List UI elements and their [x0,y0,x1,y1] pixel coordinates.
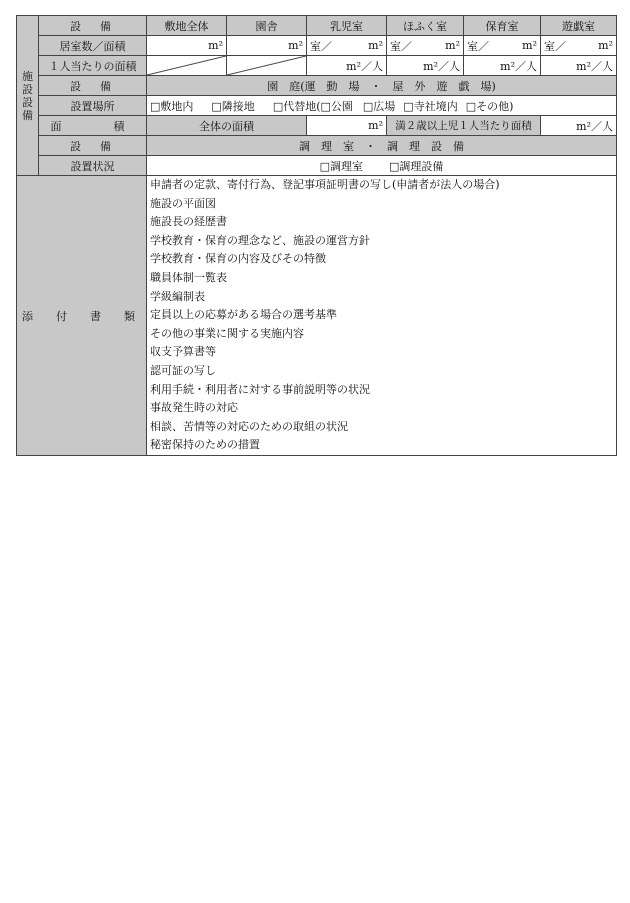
garden-area-label: 面 積 [39,116,147,136]
list-item: その他の事業に関する実施内容 [150,326,304,340]
diagonal-line-icon [147,56,226,75]
list-item: 学校教育・保育の理念など、施設の運営方針 [150,233,370,247]
playroom-per-person-field[interactable]: m²／人 [541,56,617,76]
building-per-person-disabled [227,56,307,76]
list-item: 学級編制表 [150,289,205,303]
garden-title: 園 庭(運 動 場 ・ 屋 外 遊 戯 場) [147,76,617,96]
checkbox-temple-grounds[interactable]: □寺社境内 [403,99,458,113]
attachments-list [147,176,617,456]
garden-equipment-label: 設 備 [39,76,147,96]
nursery-per-person-field[interactable]: m²／人 [464,56,541,76]
list-item: 利用手続・利用者に対する事前説明等の状況 [150,382,370,396]
crawling-per-person-field[interactable]: m²／人 [387,56,464,76]
nursery-room-count-area-field[interactable] [464,36,541,56]
kitchen-status-label: 設置状況 [39,156,147,176]
nursery-room-prefix: 室／ [467,39,489,53]
col-building-header: 園舎 [227,16,307,36]
equipment-header-row [17,16,617,36]
total-area-label: 全体の面積 [147,116,307,136]
list-item: 施設の平面図 [150,196,216,210]
building-area-unit: m² [288,39,303,52]
attachments-row [17,176,617,456]
list-item: 秘密保持のための措置 [150,438,260,452]
col-nursery-room-header: 保育室 [464,16,541,36]
checkbox-other[interactable]: □その他) [465,99,514,113]
crawling-room-unit: m² [445,39,460,52]
facility-side-label [17,16,39,176]
col-site-header: 敷地全体 [147,16,227,36]
checkbox-kitchen-room[interactable]: □調理室 [319,159,363,173]
list-item: 定員以上の応募がある場合の選考基準 [150,308,337,322]
garden-area-row [17,116,617,136]
building-area-field[interactable] [227,36,307,56]
col-playroom-header: 遊戯室 [541,16,617,36]
per-person-label: １人当たりの面積 [39,56,147,76]
garden-location-options [147,96,617,116]
list-item: 相談、苦情等の対応のための取組の状況 [150,419,348,433]
checkbox-on-site[interactable]: □敷地内 [150,99,194,113]
checkbox-adjacent[interactable]: □隣接地 [211,99,255,113]
infant-room-count-area-field[interactable] [307,36,387,56]
infant-room-prefix: 室／ [310,39,332,53]
kitchen-header-row [17,136,617,156]
kitchen-status-row [17,156,617,176]
list-item: 学校教育・保育の内容及びその特徴 [150,252,326,266]
list-item: 事故発生時の対応 [150,401,238,415]
list-item: 収支予算書等 [150,345,216,359]
total-area-field[interactable]: m² [307,116,387,136]
infant-per-person-field[interactable]: m²／人 [307,56,387,76]
col-infant-room-header: 乳児室 [307,16,387,36]
crawling-room-prefix: 室／ [390,39,412,53]
checkbox-plaza[interactable]: □広場 [362,99,396,113]
garden-location-label: 設置場所 [39,96,147,116]
playroom-unit: m² [598,39,613,52]
attachments-label: 添 付 書 類 [17,176,147,456]
kitchen-title: 調 理 室 ・ 調 理 設 備 [147,136,617,156]
playroom-count-area-field[interactable] [541,36,617,56]
col-crawling-room-header: ほふく室 [387,16,464,36]
list-item: 職員体制一覧表 [150,271,227,285]
kitchen-equipment-label: 設 備 [39,136,147,156]
nursery-room-unit: m² [522,39,537,52]
garden-location-row [17,96,617,116]
rooms-area-label: 居室数／面積 [39,36,147,56]
infant-room-unit: m² [368,39,383,52]
diagonal-line-icon [227,56,306,75]
facility-side-text: 施設設備 [22,69,33,122]
site-area-field[interactable] [147,36,227,56]
garden-header-row [17,76,617,96]
checkbox-kitchen-equipment[interactable]: □調理設備 [389,159,444,173]
equipment-label: 設 備 [39,16,147,36]
site-per-person-disabled [147,56,227,76]
playroom-prefix: 室／ [544,39,566,53]
list-item: 申請者の定款、寄付行為、登記事項証明書の写し(申請者が法人の場合) [150,178,500,192]
kitchen-status-options [147,156,617,176]
site-area-unit: m² [208,39,223,52]
list-item: 認可証の写し [150,363,216,377]
per-child-area-label: 満２歳以上児１人当たり面積 [387,116,541,136]
list-item: 施設長の経歴書 [150,215,227,229]
facility-form-table [16,15,617,456]
checkbox-substitute-park[interactable]: □代替地(□公園 [272,99,353,113]
crawling-room-count-area-field[interactable] [387,36,464,56]
per-person-row [17,56,617,76]
rooms-area-row [17,36,617,56]
per-child-area-field[interactable]: m²／人 [541,116,617,136]
